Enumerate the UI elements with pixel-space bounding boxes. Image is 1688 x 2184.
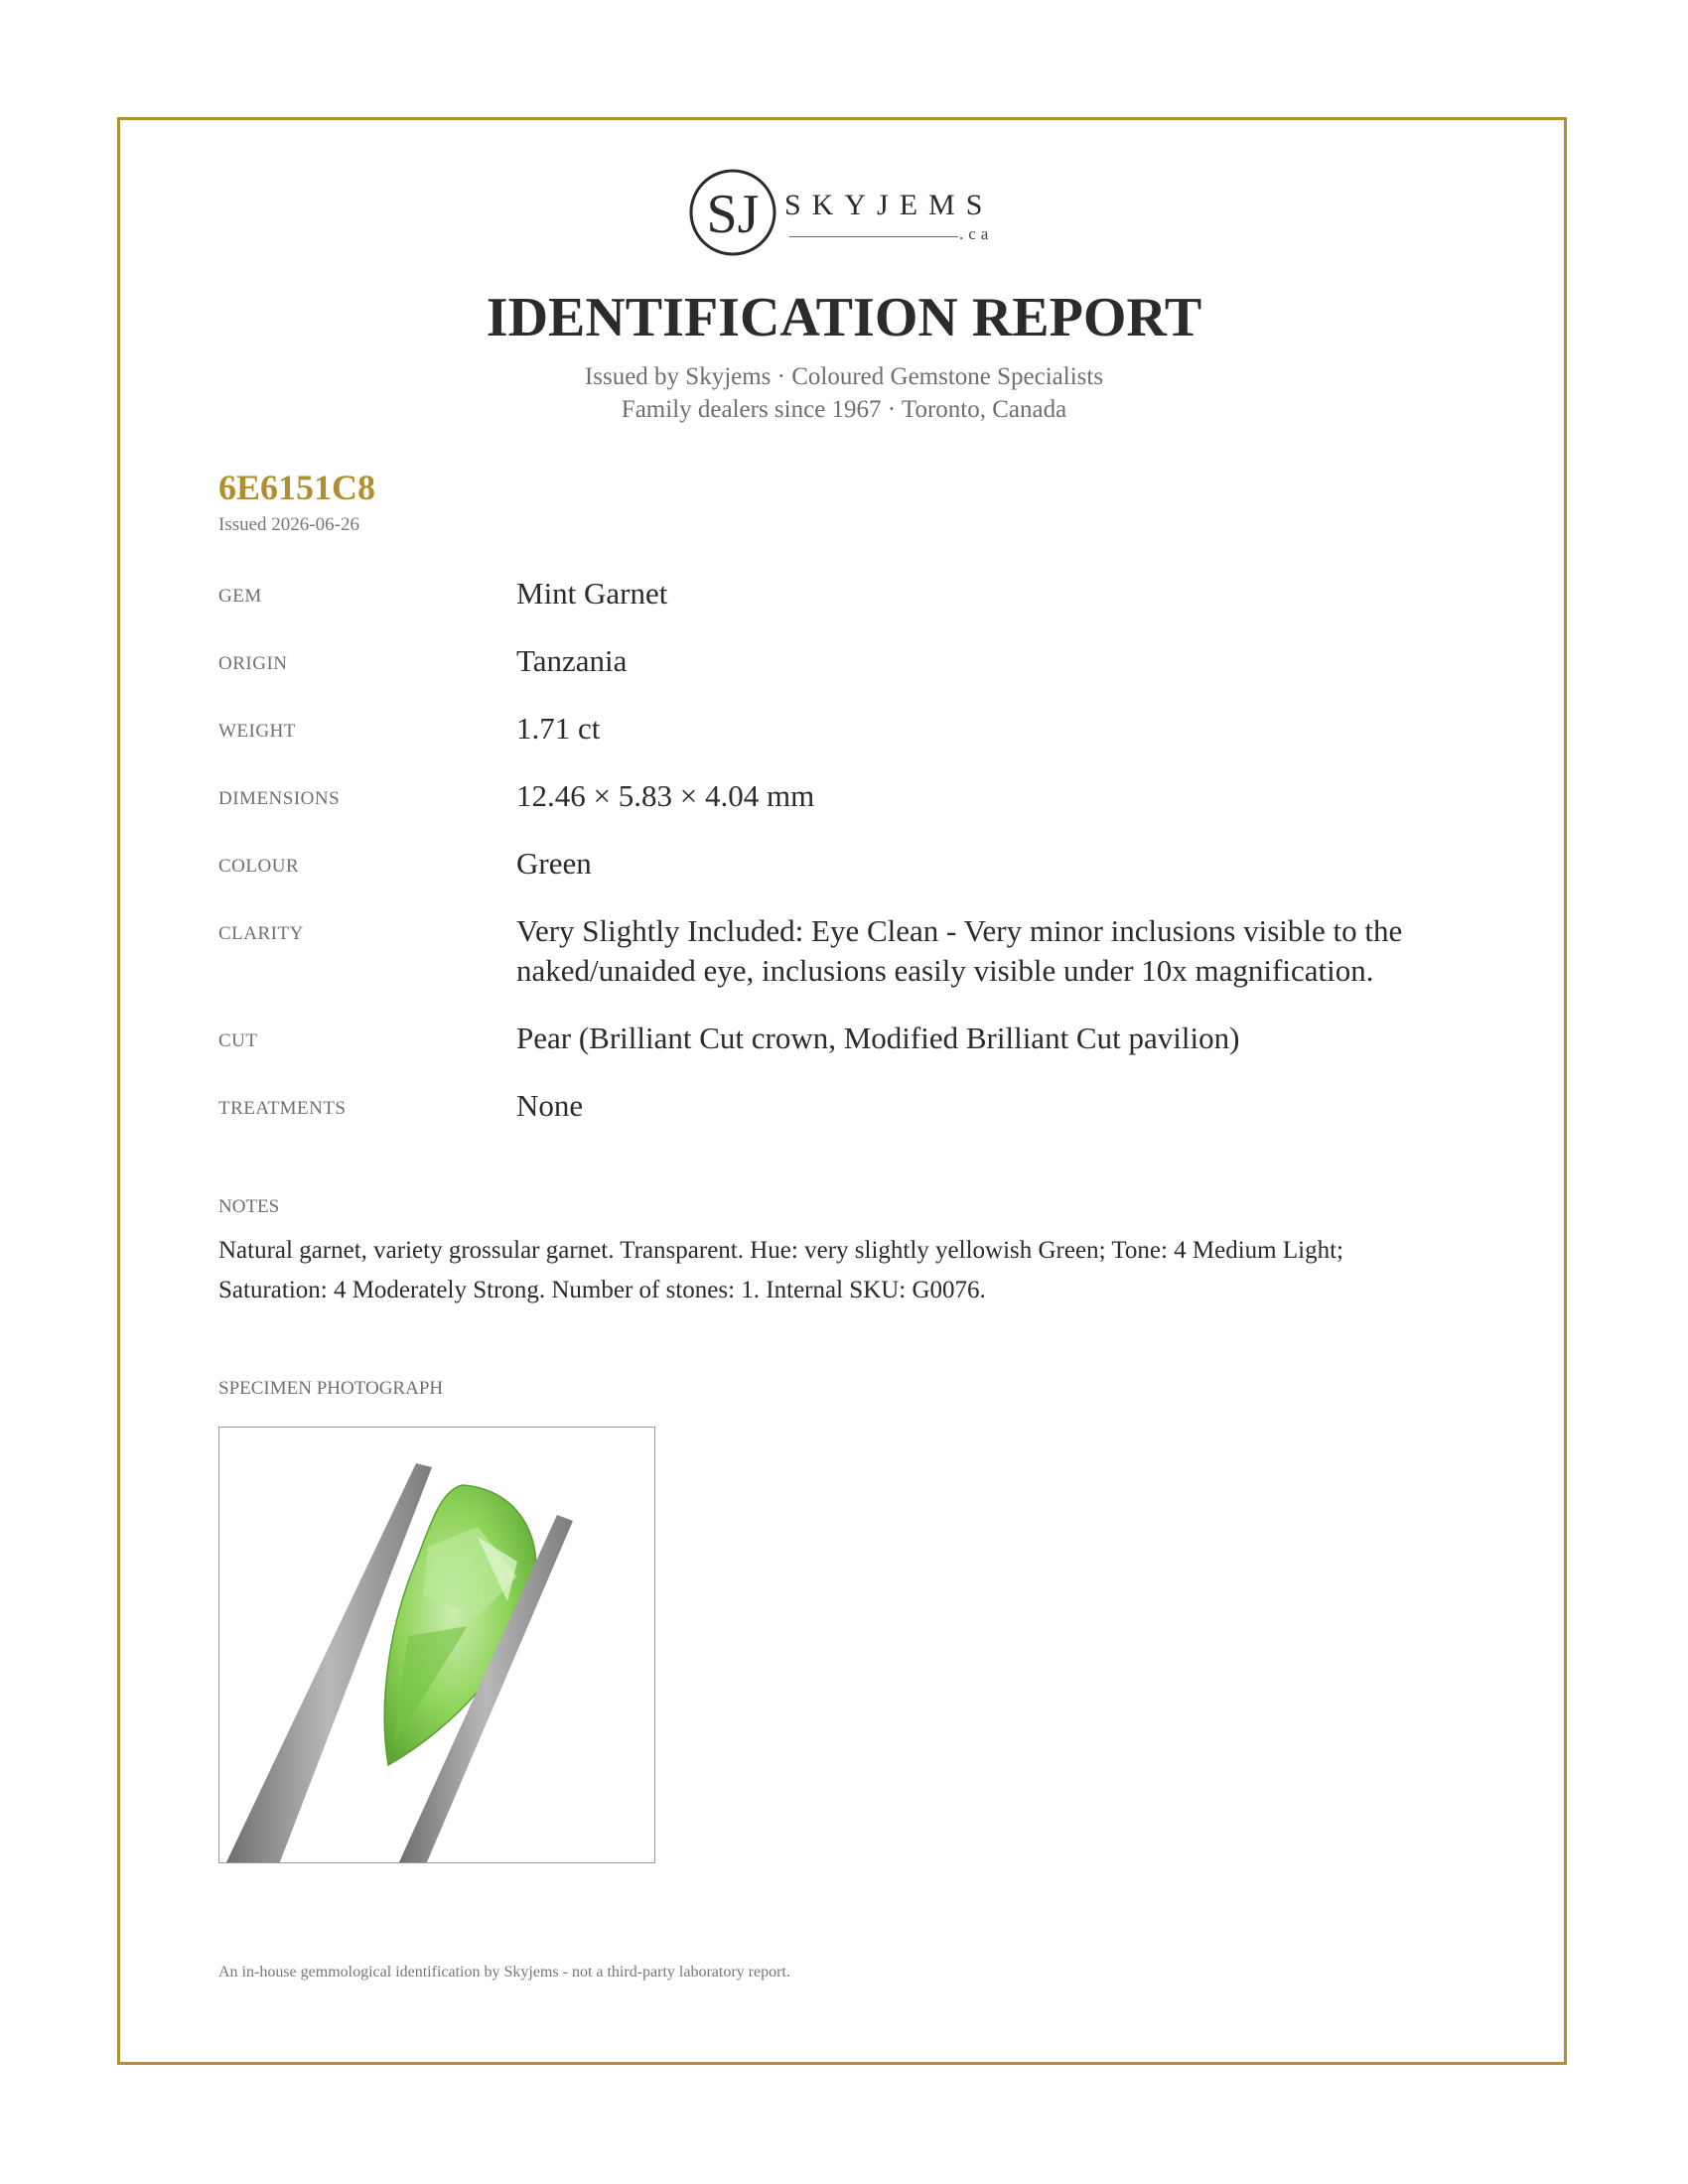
gemstone-photo — [219, 1428, 655, 1863]
field-label-gem: GEM — [218, 586, 262, 607]
logo-domain: .ca — [959, 224, 994, 243]
field-label-clarity: CLARITY — [218, 923, 304, 944]
logo-divider — [789, 236, 958, 237]
notes-text: Natural garnet, variety grossular garnet. Transparent. Hue: very slightly yellowish Green; Tone: 4 Medium Light; Saturation: 4 Moderately Strong. Number of stones: 1. Internal SKU: G0076. — [218, 1237, 1343, 1303]
field-label-treatments: TREATMENTS — [218, 1098, 347, 1119]
field-label-weight: WEIGHT — [218, 721, 296, 742]
field-label-dimensions: DIMENSIONS — [218, 788, 341, 809]
issue-date: Issued 2026-06-26 — [218, 514, 359, 535]
field-value-weight: 1.71 ct — [516, 711, 601, 746]
field-label-cut: CUT — [218, 1030, 258, 1051]
field-value-dimensions: 12.46 × 5.83 × 4.04 mm — [516, 778, 815, 813]
specimen-photo — [218, 1427, 655, 1863]
photo-label: SPECIMEN PHOTOGRAPH — [218, 1378, 444, 1399]
field-value-treatments: None — [516, 1088, 584, 1123]
issuer-line: Issued by Skyjems · Coloured Gemstone Specialists — [584, 363, 1104, 390]
field-label-origin: ORIGIN — [218, 653, 288, 674]
field-value-origin: Tanzania — [516, 643, 628, 678]
field-value-colour: Green — [516, 846, 592, 881]
notes-label: NOTES — [218, 1196, 280, 1217]
field-value-cut: Pear (Brilliant Cut crown, Modified Brilliant Cut pavilion) — [516, 1021, 1240, 1055]
report-id: 6E6151C8 — [218, 468, 376, 507]
page-title: IDENTIFICATION REPORT — [486, 287, 1202, 348]
footer-disclaimer: An in-house gemmological identification by Skyjems - not a third-party laboratory report. — [218, 1964, 790, 1980]
field-label-colour: COLOUR — [218, 856, 300, 877]
logo-wordmark: SKYJEMS — [784, 189, 994, 221]
field-value-gem: Mint Garnet — [516, 576, 668, 611]
logo-monogram: SJ — [706, 184, 760, 245]
field-value-clarity: Very Slightly Included: Eye Clean - Very minor inclusions visible to the naked/unaided eye, inclusions easily visible under 10x magnification. — [516, 913, 1403, 988]
dealer-line: Family dealers since 1967 · Toronto, Canada — [621, 396, 1067, 423]
